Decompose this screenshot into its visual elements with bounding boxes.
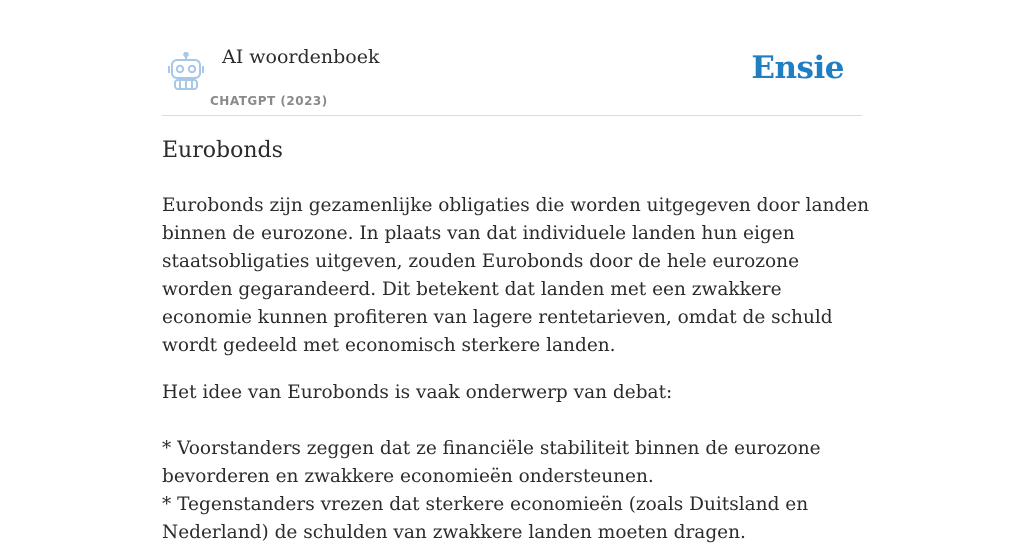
list-item: * Voorstanders zeggen dat ze financiële stabiliteit binnen de eurozone bevorderen en zwakkere economieën ondersteunen. — [162, 438, 821, 487]
list-item: * Tegenstanders vrezen dat sterkere economieën (zoals Duitsland en Nederland) de schulden van zwakkere landen moeten dragen. — [162, 494, 809, 543]
source-subtitle: CHATGPT (2023) — [210, 94, 328, 108]
source-title: AI woordenboek — [222, 46, 380, 68]
entry-paragraph: Eurobonds zijn gezamenlijke obligaties die worden uitgegeven door landen binnen de eurozone. In plaats van dat individuele landen hun eigen staatsobligaties uitgeven, zouden Eurobonds door de hele eurozone worden gegarandeerd. Dit betekent dat landen met een zwakkere economie kunnen profiteren van lagere rentetarieven, omdat de schuld wordt gedeeld met economisch sterkere landen. — [162, 195, 870, 356]
robot-icon — [165, 52, 207, 92]
brand-logo[interactable]: Ensie — [751, 50, 844, 86]
header — [162, 40, 862, 116]
entry-content — [162, 192, 874, 547]
entry-term: Eurobonds — [162, 138, 283, 163]
entry-paragraph: Het idee van Eurobonds is vaak onderwerp van debat: — [162, 382, 673, 403]
